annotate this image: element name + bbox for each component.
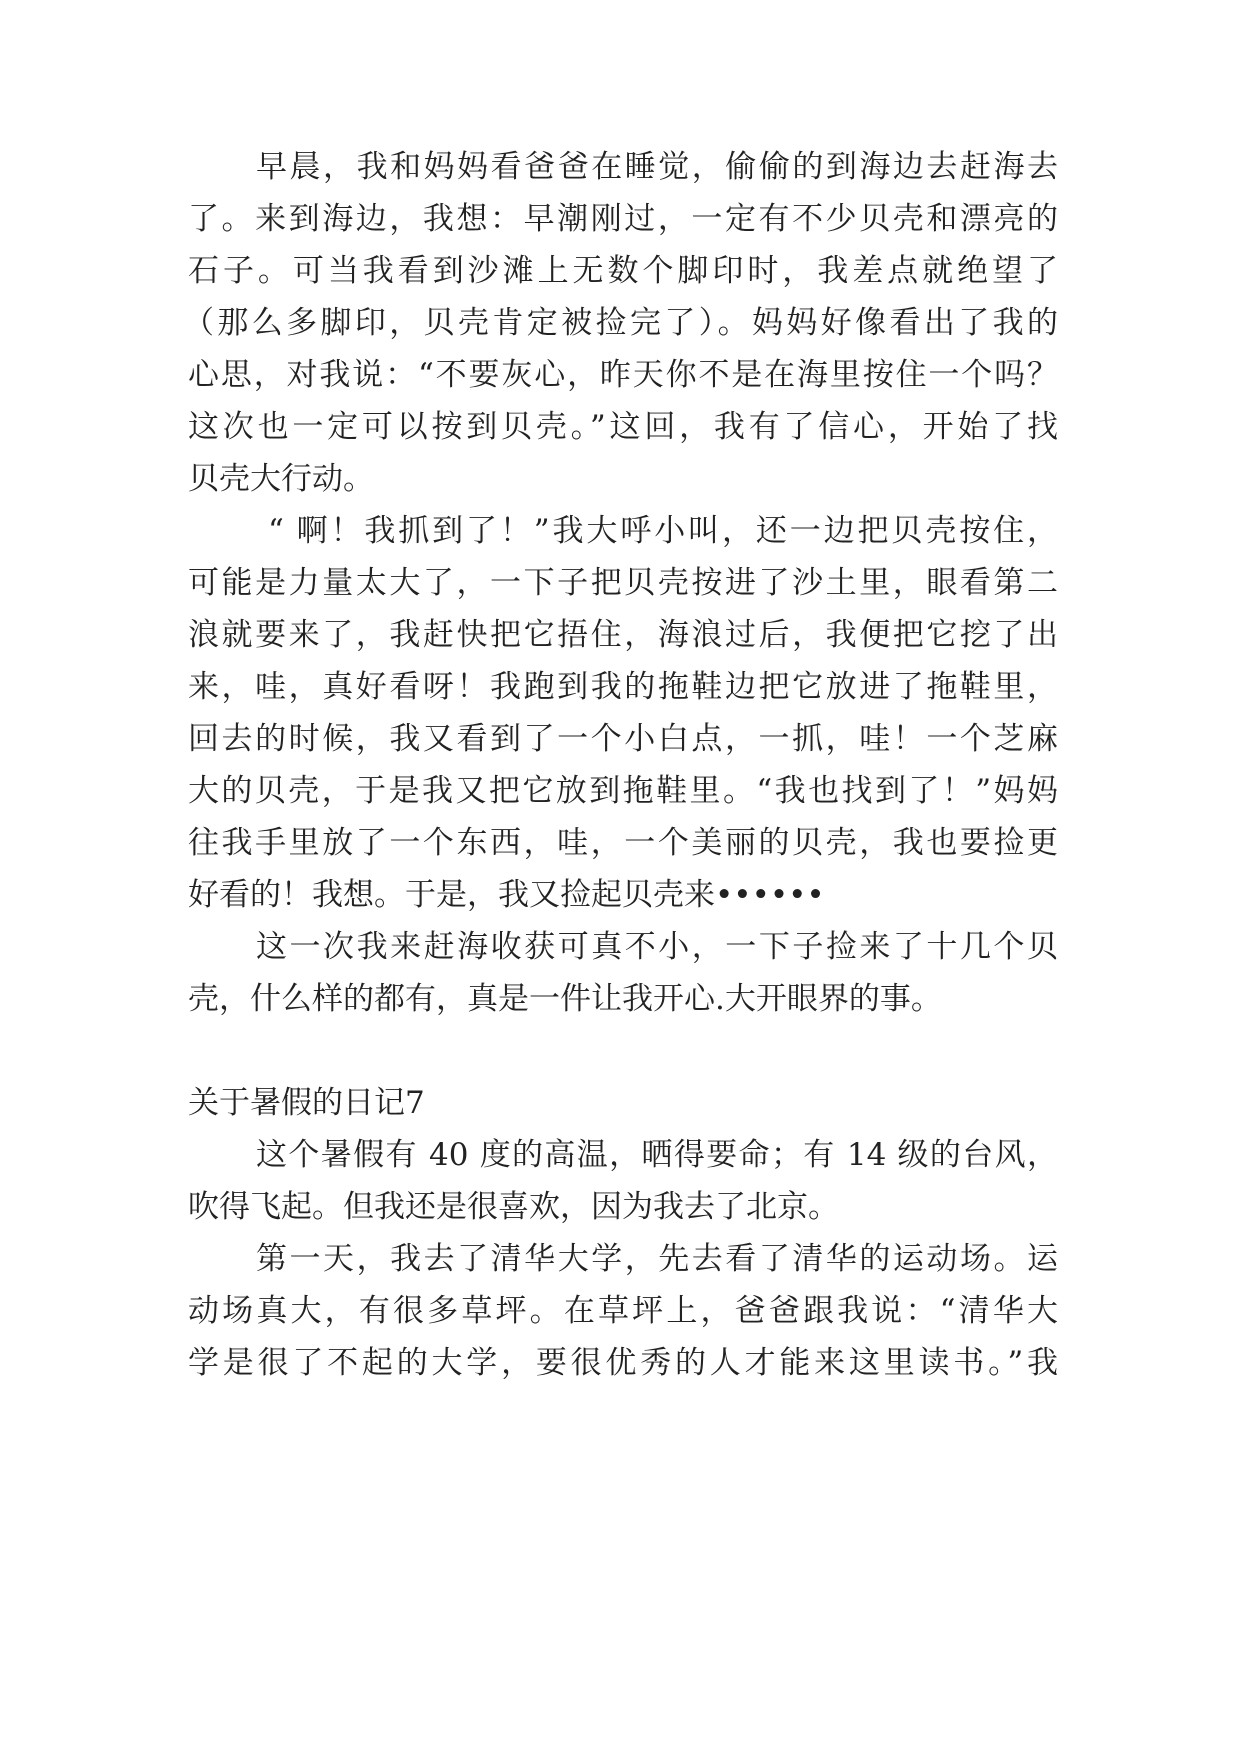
text-line: 这一次我来赶海收获可真不小，一下子捡来了十几个贝 [256,929,1058,965]
text-line: 早晨，我和妈妈看爸爸在睡觉，偷偷的到海边去赶海去 [256,149,1058,185]
text-line: 浪就要来了，我赶快把它捂住，海浪过后，我便把它挖了出 [188,617,1058,653]
text-line: “ 啊！我抓到了！”我大呼小叫，还一边把贝壳按住， [268,513,1058,549]
text-line: 可能是力量太大了，一下子把贝壳按进了沙土里，眼看第二 [188,565,1058,601]
text-line: 大的贝壳，于是我又把它放到拖鞋里。“我也找到了！”妈妈 [188,773,1058,809]
text-line: 这次也一定可以按到贝壳。”这回，我有了信心，开始了找 [188,409,1058,445]
text-line: 吹得飞起。但我还是很喜欢，因为我去了北京。 [188,1189,839,1225]
text-line: 往我手里放了一个东西，哇，一个美丽的贝壳，我也要捡更 [188,825,1058,861]
text-line: 石子。可当我看到沙滩上无数个脚印时，我差点就绝望了 [188,253,1058,289]
text-line: 心思，对我说：“不要灰心，昨天你不是在海里按住一个吗？ [188,357,1058,393]
text-line: 了。来到海边，我想：早潮刚过，一定有不少贝壳和漂亮的 [188,201,1058,237]
section-heading: 关于暑假的日记7 [188,1085,425,1121]
text-line: 好看的！我想。于是，我又捡起贝壳来•••••• [188,877,825,913]
text-line: 这个暑假有 40 度的高温，晒得要命；有 14 级的台风， [256,1137,1058,1173]
text-line: 学是很了不起的大学，要很优秀的人才能来这里读书。”我 [188,1345,1058,1381]
text-line: （那么多脚印，贝壳肯定被捡完了）。妈妈好像看出了我的 [183,305,1058,341]
text-line: 第一天，我去了清华大学，先去看了清华的运动场。运 [256,1241,1058,1277]
text-line: 贝壳大行动。 [188,461,374,497]
text-line: 回去的时候，我又看到了一个小白点，一抓，哇！一个芝麻 [188,721,1058,757]
text-line: 动场真大，有很多草坪。在草坪上，爸爸跟我说：“清华大 [188,1293,1058,1329]
text-line: 来，哇，真好看呀！我跑到我的拖鞋边把它放进了拖鞋里， [188,669,1058,705]
text-line: 壳，什么样的都有，真是一件让我开心.大开眼界的事。 [188,981,942,1017]
